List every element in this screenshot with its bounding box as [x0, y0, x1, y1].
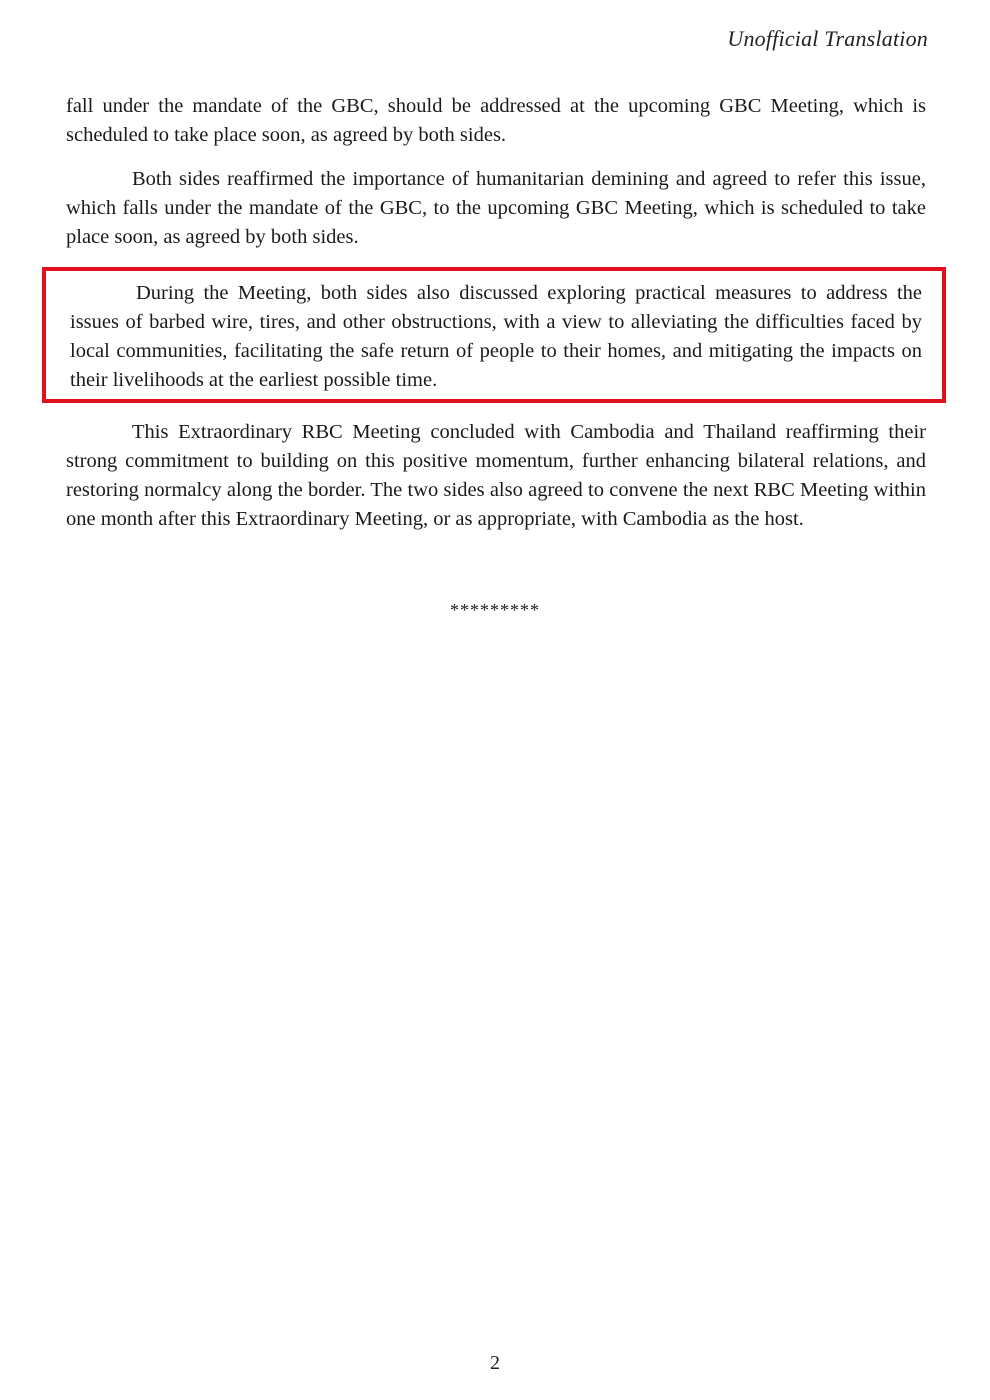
header-note: Unofficial Translation	[727, 26, 928, 51]
paragraph-conclusion: This Extraordinary RBC Meeting concluded with Cambodia and Thailand reaffirming their strong commitment to building on this positive momentum, further enhancing bilateral relations, and restoring normalcy along the border. The two sides also agreed to convene the next RBC Meeting within one month after this Extraordinary Meeting, or as appropriate, with Cambodia as the host.	[66, 421, 926, 530]
document-body	[66, 92, 926, 549]
highlight-box	[42, 267, 946, 403]
paragraph-continuation: fall under the mandate of the GBC, should be addressed at the upcoming GBC Meeting, which is scheduled to take place soon, as agreed by both sides.	[66, 95, 926, 146]
page-number: 2	[490, 1352, 500, 1374]
paragraph-demining: Both sides reaffirmed the importance of humanitarian demining and agreed to refer this issue, which falls under the mandate of the GBC, to the upcoming GBC Meeting, which is scheduled to take place soon, as agreed by both sides.	[66, 168, 926, 248]
section-separator: *********	[450, 600, 540, 620]
paragraph-practical-measures: During the Meeting, both sides also discussed exploring practical measures to address the issues of barbed wire, tires, and other obstructions, with a view to alleviating the difficulties faced by local communities, facilitating the safe return of people to their homes, and mitigating the impacts on their livelihoods at the earliest possible time.	[70, 282, 922, 391]
